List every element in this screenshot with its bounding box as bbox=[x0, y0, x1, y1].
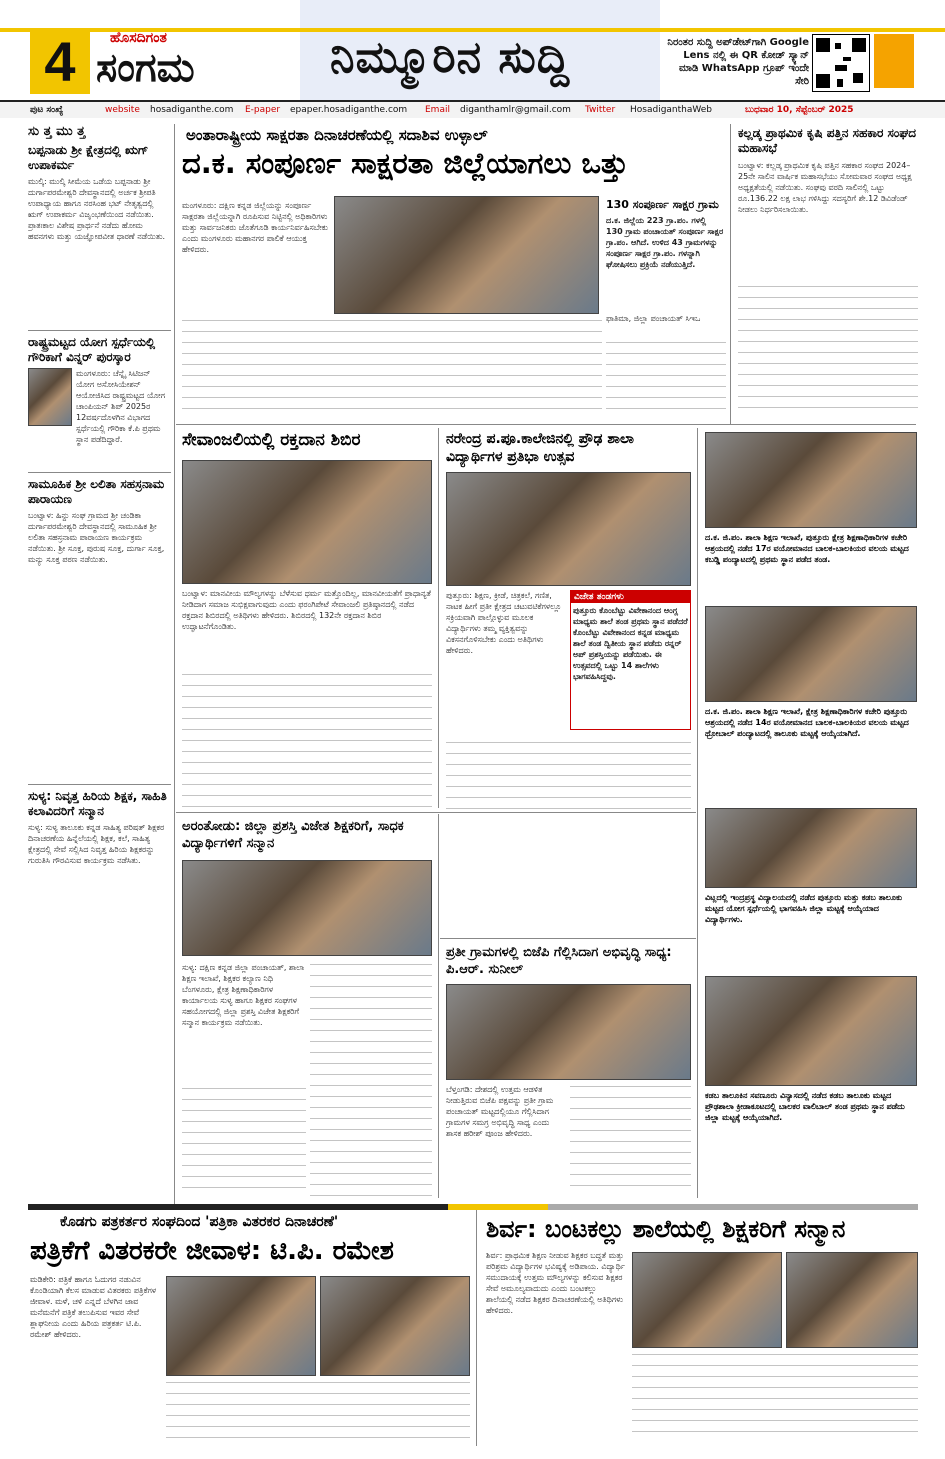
strip-label: ಪುಟ ಸಂಖ್ಯೆ bbox=[30, 105, 64, 115]
issue-date: ಬುಧವಾರ 10, ಸೆಪ್ಟೆಂಬರ್ 2025 bbox=[745, 105, 854, 115]
story-title: ನರೇಂದ್ರ ಪ.ಪೂ.ಕಾಲೇಜಿನಲ್ಲಿ ಪ್ರೌಢ ಶಾಲಾ ವಿದ್ಯಾರ್ಥಿಗಳ ಪ್ರತಿಭಾ ಉತ್ಸವ bbox=[446, 431, 634, 465]
lead-headline: ದ.ಕ. ಸಂಪೂರ್ಣ ಸಾಕ್ಷರತಾ ಜಿಲ್ಲೆಯಾಗಲು ಒತ್ತು bbox=[182, 146, 629, 180]
story-title: ಅರಂತೋಡು: ಜಿಲ್ಲಾ ಪ್ರಶಸ್ತಿ ವಿಜೇತ ಶಿಕ್ಷಕರಿಗೆ, ಸಾಧಕ ವಿದ್ಯಾರ್ಥಿಗಳಿಗೆ ಸನ್ಮಾನ bbox=[182, 819, 404, 851]
photo-caption: ದ.ಕ. ಜಿ.ಪಂ. ಶಾಲಾ ಶಿಕ್ಷಣ ಇಲಾಖೆ, ಕ್ಷೇತ್ರ ಶಿಕ್ಷಣಾಧಿಕಾರಿಗಳ ಕಚೇರಿ ಪುತ್ತೂರು ಆಶ್ರಯದಲ್ಲಿ ನಡೆದ 14ರ ವಯೋಮಾನದ ಬಾಲಕ-ಬಾಲಕಿಯರ ವಲಯ ಮಟ್ಟದ ಥ್ರೋಬಾಲ್ ಪಂದ್ಯಾಟದಲ್ಲಿ ತಾಲೂಕು ಮಟ್ಟಕ್ಕೆ ಆಯ್ಕೆಯಾಗಿದೆ. bbox=[705, 707, 909, 738]
story-photo bbox=[320, 1276, 470, 1376]
page-number: 4 bbox=[30, 30, 90, 94]
story-title: ಕಲ್ಲಡ್ಕ ಪ್ರಾಥಮಿಕ ಕೃಷಿ ಪತ್ತಿನ ಸಹಕಾರ ಸಂಘದ ಮಹಾಸಭೆ bbox=[738, 126, 916, 155]
callout-title: 130 ಸಂಪೂರ್ಣ ಸಾಕ್ಷರ ಗ್ರಾಮ bbox=[606, 198, 719, 211]
lead-body: ಮಂಗಳೂರು: ದಕ್ಷಿಣ ಕನ್ನಡ ಜಿಲ್ಲೆಯನ್ನು ಸಂಪೂರ್ಣ ಸಾಕ್ಷರತಾ ಜಿಲ್ಲೆಯನ್ನಾಗಿ ರೂಪಿಸುವ ನಿಟ್ಟಿನಲ್ಲಿ ಅಧಿಕಾರಿಗಳು ಮತ್ತು ಸಾರ್ವಜನಿಕರು ಜೊತೆಗೂಡಿ ಕಾರ್ಯನಿರ್ವಹಿಸಬೇಕು ಎಂದು ಮಂಗಳೂರು ಮಹಾನಗರ ಪಾಲಿಕೆ ಆಯುಕ್ತ ಹೇಳಿದರು. bbox=[182, 201, 328, 254]
website-link[interactable]: hosadiganthe.com bbox=[150, 105, 234, 115]
sports-photo bbox=[705, 976, 917, 1086]
story-title: ರಾಷ್ಟ್ರಮಟ್ಟದ ಯೋಗ ಸ್ಪರ್ಧೆಯಲ್ಲಿ ಗೌರಿಕಾಗೆ ವಿನ್ನರ್ ಪುರಸ್ಕಾರ bbox=[28, 335, 156, 364]
lead-photo bbox=[334, 196, 599, 314]
photo-caption: ದ.ಕ. ಜಿ.ಪಂ. ಶಾಲಾ ಶಿಕ್ಷಣ ಇಲಾಖೆ, ಪುತ್ತೂರು ಕ್ಷೇತ್ರ ಶಿಕ್ಷಣಾಧಿಕಾರಿಗಳ ಕಚೇರಿ ಆಶ್ರಯದಲ್ಲಿ ನಡೆದ 17ರ ವಯೋಮಾನದ ಬಾಲಕ-ಬಾಲಕಿಯರ ವಲಯ ಮಟ್ಟದ ಕಬಡ್ಡಿ ಪಂದ್ಯಾಟದಲ್ಲಿ ಪ್ರಥಮ ಸ್ಥಾನ ಪಡೆದ ತಂಡ. bbox=[705, 533, 909, 564]
story-body: ಮುಲ್ಕಿ: ಮುಲ್ಕಿ ಸೀಮೆಯ ಒಡೆಯ ಬಪ್ಪನಾಡು ಶ್ರೀ ದುರ್ಗಾಪರಮೇಶ್ವರಿ ದೇವಸ್ಥಾನದಲ್ಲಿ ಅರ್ಚಕ ಶ್ರೀಪತಿ ಉಪಾಧ್ಯಾಯ ಹಾಗೂ ನರಸಿಂಹ ಭಟ್ ನೇತೃತ್ವದಲ್ಲಿ ಋಗ್ ಉಪಾಕರ್ಮ ವಿಜೃಂಭಣೆಯಿಂದ ನಡೆಯಿತು. ಪ್ರಾತಃಕಾಲ ವಿಶೇಷ ಪ್ರಾರ್ಥನೆ ನಡೆದು ಹೋಮ ಹವನಗಳು ಮತ್ತು ಯಜ್ಞೋಪವೀತ ಧಾರಣೆ ನಡೆಯಿತು. bbox=[28, 177, 166, 241]
winners-title: ವಿಜೇತ ತಂಡಗಳು bbox=[571, 591, 690, 603]
story-title: ಸುಳ್ಯ: ನಿವೃತ್ತ ಹಿರಿಯ ಶಿಕ್ಷಕ, ಸಾಹಿತಿ ಕಲಾವಿದರಿಗೆ ಸನ್ಮಾನ bbox=[28, 789, 167, 818]
website-label: website bbox=[105, 105, 140, 115]
brand-small: ಹೊಸದಿಗಂತ bbox=[110, 30, 167, 46]
callout-credit: ಫಾತಿಮಾ, ಜಿಲ್ಲಾ ಪಂಚಾಯತ್ ಸಿಇಒ bbox=[606, 314, 701, 323]
left-column bbox=[28, 124, 171, 1204]
story-headline: ಶಿರ್ವ: ಬಂಟಕಲ್ಲು ಶಾಲೆಯಲ್ಲಿ ಶಿಕ್ಷಕರಿಗೆ ಸನ್ಮಾನ bbox=[486, 1215, 846, 1243]
qr-code-icon[interactable] bbox=[812, 34, 870, 92]
epaper-label: E-paper bbox=[245, 105, 281, 115]
story-title: ಸೇವಾಂಜಲಿಯಲ್ಲಿ ರಕ್ತದಾನ ಶಿಬಿರ bbox=[182, 430, 361, 450]
info-strip bbox=[0, 100, 945, 118]
story-photo bbox=[182, 860, 432, 956]
story-text bbox=[570, 1084, 691, 1196]
story-body: ಮಡಿಕೇರಿ: ಪತ್ರಿಕೆ ಹಾಗೂ ಓದುಗರ ನಡುವಿನ ಕೊಂಡಿಯಾಗಿ ಕೆಲಸ ಮಾಡುವ ವಿತರಕರು ಪತ್ರಿಕೆಗಳ ಜೀವಾಳ. ಮಳೆ, ಚಳಿ ಎನ್ನದೆ ಬೆಳಗಿನ ಜಾವ ಮನೆಮನೆಗೆ ಪತ್ರಿಕೆ ತಲುಪಿಸುವ ಇವರ ಸೇವೆ ಶ್ಲಾಘನೀಯ ಎಂದು ಹಿರಿಯ ಪತ್ರಕರ್ತ ಟಿ.ಪಿ. ರಮೇಶ್ ಹೇಳಿದರು. bbox=[30, 1275, 157, 1339]
brand-name: ಸಂಗಮ bbox=[96, 44, 195, 91]
story-body: ಪುತ್ತೂರು: ಶಿಕ್ಷಣ, ಕ್ರೀಡೆ, ಚಿತ್ರಕಲೆ, ಗಣಿತ, ನಾಟಕ ಹೀಗೆ ಪ್ರತೀ ಕ್ಷೇತ್ರದ ಚಟುವಟಿಕೆಗಳಲ್ಲೂ ಸಕ್ರಿಯವಾಗಿ ಪಾಲ್ಗೊಳ್ಳುವ ಮೂಲಕ ವಿದ್ಯಾರ್ಥಿಗಳು ತಮ್ಮ ವ್ಯಕ್ತಿತ್ವವನ್ನು ವಿಕಸನಗೊಳಿಸಬೇಕು ಎಂದು ಅತಿಥಿಗಳು ಹೇಳಿದರು. bbox=[446, 591, 562, 655]
email-label: Email bbox=[425, 105, 450, 115]
story-photo bbox=[446, 472, 691, 586]
epaper-link[interactable]: epaper.hosadiganthe.com bbox=[290, 105, 408, 115]
story-body: ಶಿರ್ವ: ಪ್ರಾಥಮಿಕ ಶಿಕ್ಷಣ ನೀಡುವ ಶಿಕ್ಷಕರ ಬದ್ಧತೆ ಮತ್ತು ಪರಿಶ್ರಮ ವಿದ್ಯಾರ್ಥಿಗಳ ಭವಿಷ್ಯಕ್ಕೆ ಅಡಿಪಾಯ. ವಿದ್ಯಾರ್ಥಿ ಸಮುದಾಯಕ್ಕೆ ಉತ್ತಮ ಮೌಲ್ಯಗಳನ್ನು ಕಲಿಸುವ ಶಿಕ್ಷಕರ ಸೇವೆ ಅಮೂಲ್ಯವಾದುದು ಎಂದು ಬಂಟಕಲ್ಲು ಶಾಲೆಯಲ್ಲಿ ನಡೆದ ಶಿಕ್ಷಕರ ದಿನಾಚರಣೆಯಲ್ಲಿ ಅತಿಥಿಗಳು ಹೇಳಿದರು. bbox=[486, 1251, 625, 1315]
sports-photo bbox=[705, 808, 917, 888]
story-body: ಸುಳ್ಯ: ಸುಳ್ಯ ತಾಲೂಕು ಕನ್ನಡ ಸಾಹಿತ್ಯ ಪರಿಷತ್ ಶಿಕ್ಷಕರ ದಿನಾಚರಣೆಯ ಹಿನ್ನೆಲೆಯಲ್ಲಿ ಶಿಕ್ಷಕ, ಕಲೆ, ಸಾಹಿತ್ಯ ಕ್ಷೇತ್ರದಲ್ಲಿ ಸೇವೆ ಸಲ್ಲಿಸಿದ ನಿವೃತ್ತ ಹಿರಿಯ ಶಿಕ್ಷಕರನ್ನು ಗುರುತಿಸಿ ಗೌರವಿಸುವ ಕಾರ್ಯಕ್ರಮ ನಡೆಸಿತು. bbox=[28, 823, 165, 865]
callout-body: ದ.ಕ. ಜಿಲ್ಲೆಯ 223 ಗ್ರಾ.ಪಂ. ಗಳಲ್ಲಿ 130 ಗ್ರಾಮ ಪಂಚಾಯತ್ ಸಂಪೂರ್ಣ ಸಾಕ್ಷರ ಗ್ರಾ.ಪಂ. ಆಗಿದೆ. ಉಳಿದ 43 ಗ್ರಾಮಗಳನ್ನು ಸಂಪೂರ್ಣ ಸಾಕ್ಷರ ಗ್ರಾ.ಪಂ. ಗಳನ್ನಾಗಿ ಘೋಷಿಸಲು ಪ್ರಕ್ರಿಯೆ ನಡೆಯುತ್ತಿದೆ. bbox=[606, 216, 724, 269]
student-photo bbox=[28, 368, 72, 426]
lead-kicker: ಅಂತಾರಾಷ್ಟ್ರೀಯ ಸಾಕ್ಷರತಾ ದಿನಾಚರಣೆಯಲ್ಲಿ ಸದಾಶಿವ ಉಳ್ಳಾಲ್ bbox=[186, 126, 488, 144]
winners-box bbox=[570, 590, 691, 730]
story-photo bbox=[182, 460, 432, 584]
story-text bbox=[182, 1086, 306, 1198]
bottom-divider bbox=[28, 1204, 918, 1210]
story-headline: ಪತ್ರಿಕೆಗೆ ವಿತರಕರೇ ಜೀವಾಳ: ಟಿ.ಪಿ. ರಮೇಶ bbox=[30, 1236, 394, 1266]
story-title: ಬಪ್ಪನಾಡು ಶ್ರೀ ಕ್ಷೇತ್ರದಲ್ಲಿ ಋಗ್ ಉಪಾಕರ್ಮ bbox=[28, 143, 149, 172]
twitter-label: Twitter bbox=[585, 105, 616, 115]
sports-photo bbox=[705, 432, 917, 528]
literacy-callout bbox=[606, 198, 724, 338]
lead-text-columns bbox=[182, 318, 602, 418]
twitter-link[interactable]: HosadiganthaWeb bbox=[630, 105, 712, 115]
lead-text-columns bbox=[606, 340, 726, 418]
story-body: ಬಂಟ್ವಾಳ: ಕಲ್ಲಡ್ಕ ಪ್ರಾಥಮಿಕ ಕೃಷಿ ಪತ್ತಿನ ಸಹಕಾರ ಸಂಘದ 2024–25ನೇ ಸಾಲಿನ ವಾರ್ಷಿಕ ಮಹಾಸಭೆಯು ಸೋಮವಾರ ಸಂಘದ ಅಧ್ಯಕ್ಷ ಅಧ್ಯಕ್ಷತೆಯಲ್ಲಿ ನಡೆಯಿತು. ಸಂಘವು ವರದಿ ಸಾಲಿನಲ್ಲಿ ಒಟ್ಟು ರೂ.136.22 ಲಕ್ಷ ಲಾಭ ಗಳಿಸಿದ್ದು ಸದಸ್ಯರಿಗೆ ಶೇ.12 ಡಿವಿಡೆಂಡ್ ನೀಡಲು ನಿರ್ಧರಿಸಲಾಯಿತು. bbox=[738, 161, 912, 214]
story-photo bbox=[786, 1252, 918, 1348]
sports-photo bbox=[705, 606, 917, 702]
story-kicker: ಕೊಡಗು ಪತ್ರಕರ್ತರ ಸಂಘದಿಂದ 'ಪತ್ರಿಕಾ ವಿತರಕರ ದಿನಾಚರಣೆ' bbox=[60, 1214, 339, 1230]
story-photo bbox=[166, 1276, 316, 1376]
story-body: ಸುಳ್ಯ: ದಕ್ಷಿಣ ಕನ್ನಡ ಜಿಲ್ಲಾ ಪಂಚಾಯತ್, ಶಾಲಾ ಶಿಕ್ಷಣ ಇಲಾಖೆ, ಶಿಕ್ಷಕರ ಕಲ್ಯಾಣ ನಿಧಿ ಬೆಂಗಳೂರು, ಕ್ಷೇತ್ರ ಶಿಕ್ಷಣಾಧಿಕಾರಿಗಳ ಕಾರ್ಯಾಲಯ ಸುಳ್ಯ ಹಾಗೂ ಶಿಕ್ಷಕರ ಸಂಘಗಳ ಸಹಯೋಗದಲ್ಲಿ ಜಿಲ್ಲಾ ಪ್ರಶಸ್ತಿ ವಿಜೇತ ಶಿಕ್ಷಕರಿಗೆ ಸನ್ಮಾನ ಕಾರ್ಯಕ್ರಮ ನಡೆಯಿತು. bbox=[182, 963, 305, 1027]
story-text bbox=[182, 672, 432, 812]
story-body: ಬಂಟ್ವಾಳ: ಹಿನ್ದು ಸಂಘ ಗ್ರಾಮದ ಶ್ರೀ ಚಂಡಿಕಾ ದುರ್ಗಾಪರಮೇಶ್ವರಿ ದೇವಸ್ಥಾನದಲ್ಲಿ ಸಾಮೂಹಿಕ ಶ್ರೀ ಲಲಿತಾ ಸಹಸ್ರನಾಮ ಪಾರಾಯಣ ಕಾರ್ಯಕ್ರಮ ನಡೆಯಿತು. ಶ್ರೀ ಸೂಕ್ತ, ಪುರುಷ ಸೂಕ್ತ, ದುರ್ಗಾ ಸೂಕ್ತ, ಮನ್ಯು ಸೂಕ್ತ ಪಠಣ ನಡೆಯಿತು. bbox=[28, 511, 165, 564]
story-title: ಸಾಮೂಹಿಕ ಶ್ರೀ ಲಲಿತಾ ಸಹಸ್ರನಾಮ ಪಾರಾಯಣ bbox=[28, 477, 165, 506]
winners-body: ಪುತ್ತೂರು ಕೊಂಬೆಟ್ಟು ವಿವೇಕಾನಂದ ಆಂಗ್ಲ ಮಾಧ್ಯಮ ಶಾಲೆ ತಂಡ ಪ್ರಥಮ ಸ್ಥಾನ ಪಡೆದರೆ ಕೊಂಬೆಟ್ಟು ವಿವೇಕಾನಂದ ಕನ್ನಡ ಮಾಧ್ಯಮ ಶಾಲೆ ತಂಡ ದ್ವಿತೀಯ ಸ್ಥಾನ ಪಡೆದು ರನ್ನರ್ ಅಪ್ ಪ್ರಶಸ್ತಿಯನ್ನು ಪಡೆಯಿತು. ಈ ಉತ್ಸವದಲ್ಲಿ ಒಟ್ಟು 14 ಶಾಲೆಗಳು ಭಾಗವಹಿಸಿದ್ದವು. bbox=[573, 606, 688, 681]
orange-tab bbox=[874, 34, 914, 88]
photo-caption: ಕಡಬ ತಾಲೂಕಿನ ಸವಣೂರು ವಿನ್ಯಾಸದಲ್ಲಿ ನಡೆದ ಕಡಬ ತಾಲೂಕು ಮಟ್ಟದ ಪ್ರೌಢಶಾಲಾ ಕ್ರೀಡಾಕೂಟದಲ್ಲಿ ಬಾಲಕರ ವಾಲಿಬಾಲ್ ತಂಡ ಪ್ರಥಮ ಸ್ಥಾನ ಪಡೆದು ಜಿಲ್ಲಾ ಮಟ್ಟಕ್ಕೆ ಆಯ್ಕೆಯಾಗಿದೆ. bbox=[705, 1091, 905, 1122]
story-text bbox=[446, 740, 691, 810]
story-text bbox=[166, 1380, 470, 1442]
story-photo bbox=[632, 1252, 782, 1348]
story-body: ಮಂಗಳೂರು: ಚೆನ್ನೈ ಸಿಟಿಜನ್ ಯೋಗ ಅಸೋಸಿಯೇಶನ್ ಆಯೋಜಿಸಿದ ರಾಷ್ಟ್ರಮಟ್ಟದ ಯೋಗ ಚಾಂಪಿಯನ್ ಶಿಪ್ 2025ರ 12ವರ್ಷದೊಳಗಿನ ವಿಭಾಗದ ಸ್ಪರ್ಧೆಯಲ್ಲಿ ಗೌರಿಕಾ ಕೆ.ಪಿ ಪ್ರಥಮ ಸ್ಥಾನ ಪಡೆದಿದ್ದಾರೆ. bbox=[76, 369, 166, 444]
story-body: ಬಂಟ್ವಾಳ: ಮಾನವೀಯ ಮೌಲ್ಯಗಳನ್ನು ಬೆಳೆಸುವ ಧರ್ಮ ಮತ್ತೊಂದಿಲ್ಲ, ಮಾನವೀಯತೆಗೆ ಪ್ರಾಧಾನ್ಯತೆ ನೀಡಿದಾಗ ಸಮಾಜ ಸುಭಿಕ್ಷವಾಗುವುದು ಎಂದು ಫರಂಗಿಪೇಟೆ ಸೇವಾಂಜಲಿ ಪ್ರತಿಷ್ಠಾನದಲ್ಲಿ ನಡೆದ ರಕ್ತದಾನ ಶಿಬಿರದಲ್ಲಿ ಅತಿಥಿಗಳು ಹೇಳಿದರು. ಶಿಬಿರದಲ್ಲಿ 132ನೇ ರಕ್ತದಾನ ಶಿಬಿರ ಉದ್ಘಾಟನೆಗೊಂಡಿತು. bbox=[182, 589, 431, 631]
story-title: ಪ್ರತೀ ಗ್ರಾಮಗಳಲ್ಲಿ ಬಿಜೆಪಿ ಗೆಲ್ಲಿಸಿದಾಗ ಅಭಿವೃದ್ಧಿ ಸಾಧ್ಯ: ಪಿ.ಆರ್. ಸುನೀಲ್ bbox=[446, 945, 672, 977]
story-text bbox=[632, 1352, 918, 1442]
story-text bbox=[310, 962, 432, 1198]
photo-caption: ವಿಟ್ಲದಲ್ಲಿ ಇಂದ್ರಪ್ರಸ್ಥ ವಿದ್ಯಾಲಯದಲ್ಲಿ ನಡೆದ ಪುತ್ತೂರು ಮತ್ತು ಕಡಬ ತಾಲೂಕು ಮಟ್ಟದ ಯೋಗ ಸ್ಪರ್ಧೆಯಲ್ಲಿ ಭಾಗವಹಿಸಿ ಜಿಲ್ಲಾ ಮಟ್ಟಕ್ಕೆ ಆಯ್ಕೆಯಾದ ವಿದ್ಯಾರ್ಥಿಗಳು. bbox=[705, 893, 903, 924]
section-title: ನಿಮ್ಮೂರಿನ ಸುದ್ದಿ bbox=[330, 32, 571, 83]
story-photo bbox=[446, 984, 691, 1080]
story-body: ಬೆಳ್ತಂಗಡಿ: ದೇಶದಲ್ಲಿ ಉತ್ತಮ ಆಡಳಿತ ನೀಡುತ್ತಿರುವ ಬಿಜೆಪಿ ಪಕ್ಷವನ್ನು ಪ್ರತೀ ಗ್ರಾಮ ಪಂಚಾಯತ್ ಮಟ್ಟದಲ್ಲಿಯೂ ಗೆಲ್ಲಿಸಿದಾಗ ಗ್ರಾಮಗಳ ಸಮಗ್ರ ಅಭಿವೃದ್ಧಿ ಸಾಧ್ಯ ಎಂದು ಶಾಸಕ ಹರೀಶ್ ಪೂಂಜ ಹೇಳಿದರು. bbox=[446, 1085, 554, 1138]
qr-note: ನಿರಂತರ ಸುದ್ದಿ ಅಪ್‌ಡೇಟ್‌ಗಾಗಿ Google Lens ನಲ್ಲಿ ಈ QR ಕೋಡ್ ಸ್ಕ್ಯಾನ್ ಮಾಡಿ WhatsApp ಗ್ರೂಪ್ ಇಂದೇ ಸೇರಿ bbox=[667, 37, 809, 87]
sutta-mutta-logo: ಸು ತ್ತ ಮು ತ್ತ bbox=[28, 124, 86, 139]
story-text bbox=[738, 284, 918, 418]
email-link[interactable]: diganthamlr@gmail.com bbox=[460, 105, 571, 115]
